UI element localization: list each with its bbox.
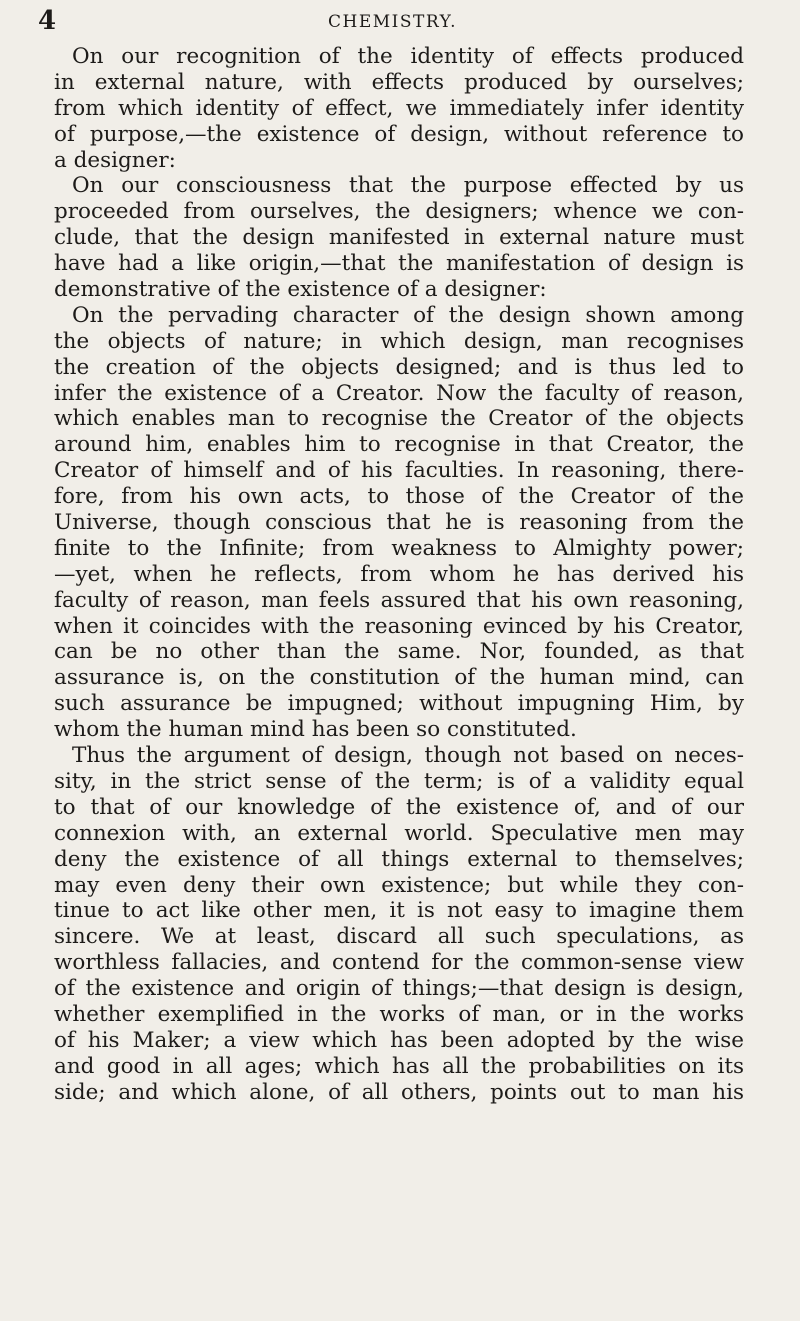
text-line: of his Maker; a view which has been adopted by the wise: [54, 1027, 744, 1053]
running-head: CHEMISTRY.: [328, 12, 458, 32]
text-line: assurance is, on the constitution of the human mind, can: [54, 665, 744, 691]
text-line: of purpose,—the existence of design, without reference to: [54, 121, 744, 147]
text-line: can be no other than the same. Nor, founded, as that: [54, 639, 744, 665]
text-line: —yet, when he reflects, from whom he has derived his: [54, 561, 744, 587]
text-line: in external nature, with effects produced by ourselves;: [54, 69, 744, 95]
page-number: 4: [38, 6, 57, 36]
text-line: Universe, though conscious that he is reasoning from the: [54, 510, 744, 536]
text-line: the objects of nature; in which design, man recognises: [54, 328, 744, 354]
text-line: finite to the Infinite; from weakness to Almighty power;: [54, 535, 744, 561]
text-line: On our recognition of the identity of effects produced: [72, 44, 744, 69]
text-line: of the existence and origin of things;—that design is design,: [54, 976, 744, 1002]
page-header: [38, 6, 738, 36]
text-line: a designer:: [54, 147, 176, 173]
text-line: clude, that the design manifested in external nature must: [54, 225, 744, 251]
text-line: Creator of himself and of his faculties. In reasoning, there-: [54, 458, 744, 484]
text-line: whether exemplified in the works of man, or in the works: [54, 1001, 744, 1027]
text-line: demonstrative of the existence of a designer:: [54, 277, 547, 303]
text-line: sity, in the strict sense of the term; is of a validity equal: [54, 768, 744, 794]
text-line: whom the human mind has been so constituted.: [54, 717, 577, 743]
text-line: which enables man to recognise the Creator of the objects: [54, 406, 744, 432]
text-line: around him, enables him to recognise in that Creator, the: [54, 432, 744, 458]
text-line: On the pervading character of the design shown among: [72, 302, 744, 328]
text-line: proceeded from ourselves, the designers; whence we con-: [54, 199, 744, 225]
text-line: sincere. We at least, discard all such speculations, as: [54, 924, 744, 950]
text-line: from which identity of effect, we immediately infer identity: [54, 95, 744, 121]
text-line: Thus the argument of design, though not based on neces-: [72, 743, 744, 769]
text-line: and good in all ages; which has all the probabilities on its: [54, 1053, 744, 1079]
body-text: [54, 44, 744, 1106]
text-line: to that of our knowledge of the existence of, and of our: [54, 794, 744, 820]
text-line: when it coincides with the reasoning evinced by his Creator,: [54, 613, 744, 639]
text-line: On our consciousness that the purpose effected by us: [72, 173, 744, 199]
text-line: have had a like origin,—that the manifestation of design is: [54, 251, 744, 277]
text-line: tinue to act like other men, it is not easy to imagine them: [54, 898, 744, 924]
text-line: side; and which alone, of all others, points out to man his: [54, 1079, 744, 1105]
text-line: deny the existence of all things external to themselves;: [54, 846, 744, 872]
text-line: may even deny their own existence; but while they con-: [54, 872, 744, 898]
text-line: worthless fallacies, and contend for the common-sense view: [54, 950, 744, 976]
text-line: connexion with, an external world. Speculative men may: [54, 820, 744, 846]
text-line: the creation of the objects designed; and is thus led to: [54, 354, 744, 380]
text-line: fore, from his own acts, to those of the Creator of the: [54, 484, 744, 510]
text-line: faculty of reason, man feels assured that his own reasoning,: [54, 587, 744, 613]
text-line: such assurance be impugned; without impugning Him, by: [54, 691, 744, 717]
text-line: infer the existence of a Creator. Now the faculty of reason,: [54, 380, 744, 406]
